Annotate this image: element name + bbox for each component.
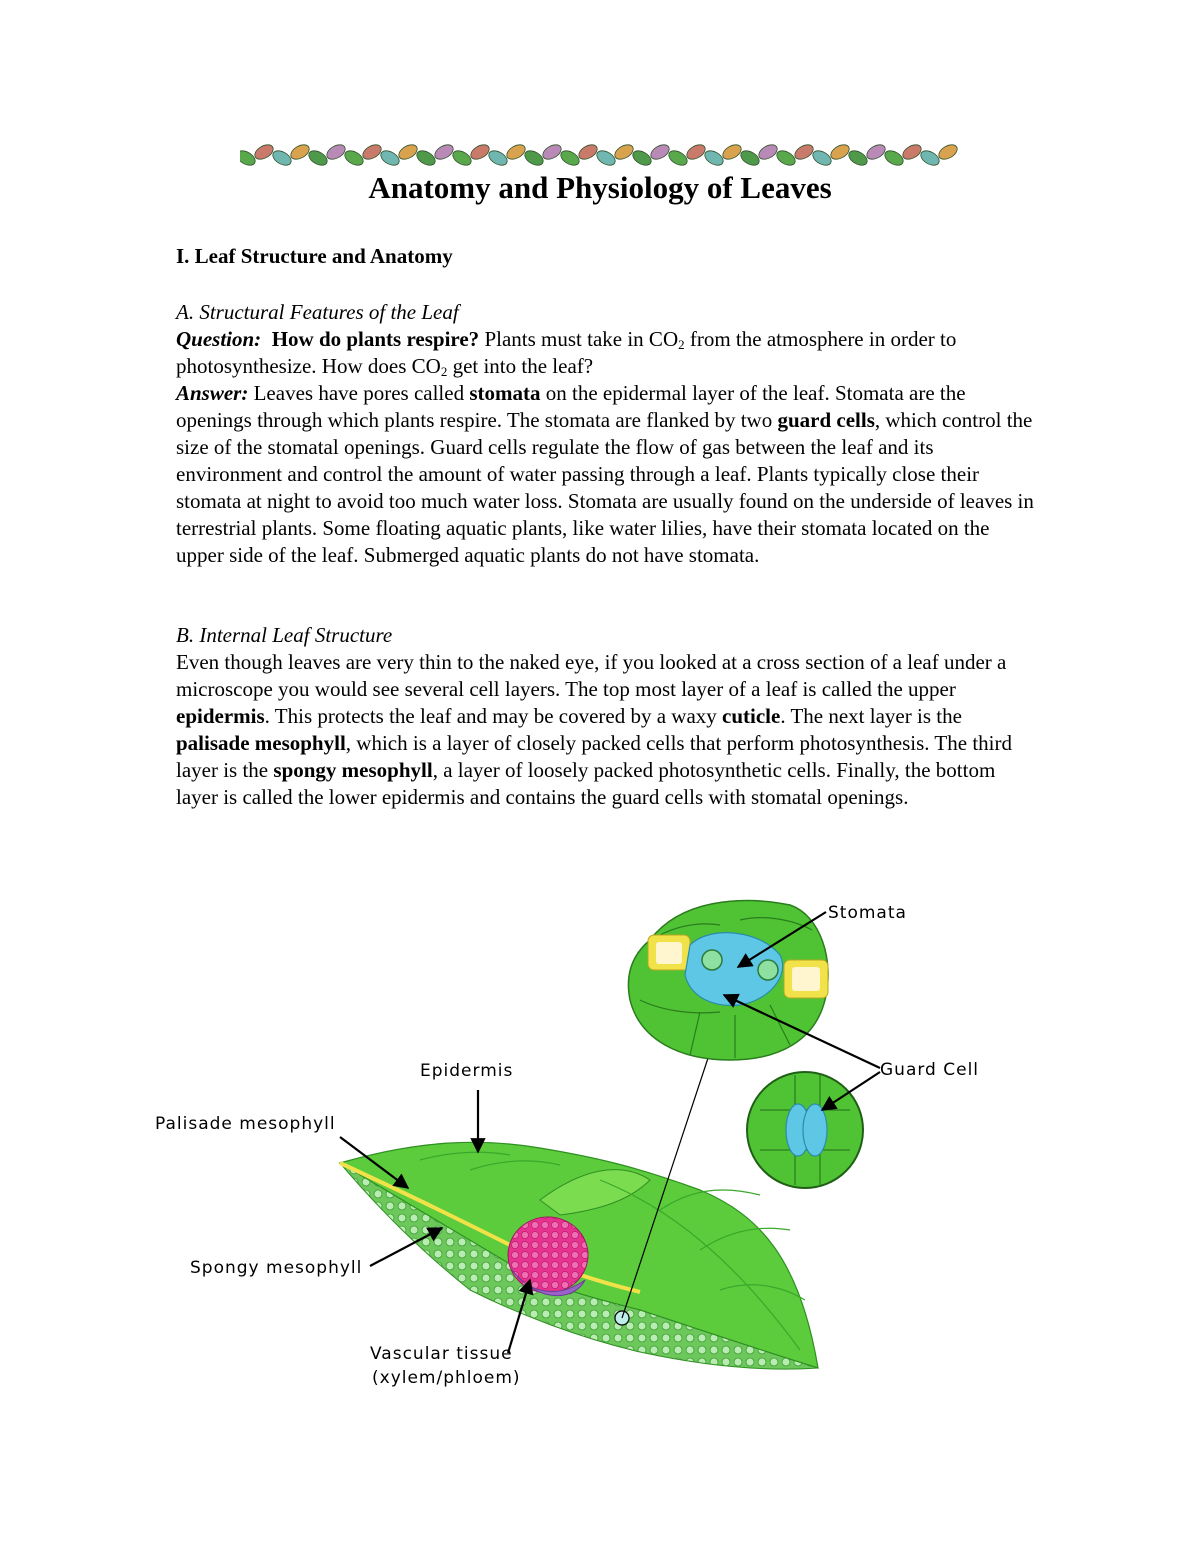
leaf-cross-section-diagram	[0, 880, 1200, 1440]
garland-leaf-icon	[594, 148, 617, 168]
term-cuticle: cuticle	[722, 704, 781, 728]
label-epidermis: Epidermis	[420, 1061, 514, 1081]
internal-text-5: , a layer of loosely packed photosynthetic cells. Finally, the bottom layer is called the lower epidermis and contains the guard cells with stomatal openings.	[176, 758, 996, 809]
garland-leaf-icon	[864, 142, 887, 162]
paragraph-question-answer	[176, 326, 1036, 569]
guard-cell-right	[803, 1104, 827, 1156]
garland-leaf-icon	[342, 148, 365, 168]
answer-label: Answer:	[176, 381, 249, 405]
garland-leaf-icon	[630, 148, 653, 168]
garland-leaf-icon	[792, 142, 815, 162]
garland-leaf-icon	[396, 142, 419, 162]
stoma-pore-right	[758, 960, 778, 980]
internal-text-3: . The next layer is the	[780, 704, 962, 728]
garland-leaf-icon	[414, 148, 437, 168]
garland-leaf-icon	[360, 142, 383, 162]
term-guard-cells: guard cells	[777, 408, 875, 432]
label-palisade-mesophyll: Palisade mesophyll	[155, 1114, 336, 1134]
garland-leaf-icon	[738, 148, 761, 168]
question-label: Question:	[176, 327, 262, 351]
question-text-3: get into the leaf?	[447, 354, 594, 378]
label-vascular-tissue: Vascular tissue	[370, 1344, 513, 1364]
label-spongy-mesophyll: Spongy mesophyll	[190, 1258, 363, 1278]
term-spongy-mesophyll: spongy mesophyll	[273, 758, 433, 782]
label-guard-cell: Guard Cell	[880, 1060, 980, 1080]
term-epidermis: epidermis	[176, 704, 265, 728]
epidermis-yellow-cell-right-inner	[792, 967, 820, 991]
co2-subscript: 2	[440, 364, 448, 379]
garland-leaf-icon	[648, 142, 671, 162]
garland-leaf-icon	[846, 148, 869, 168]
answer-text-1: Leaves have pores called	[248, 381, 470, 405]
garland-leaf-icon	[252, 142, 275, 162]
garland-leaf-icon	[612, 142, 635, 162]
subheading-internal-structure: B. Internal Leaf Structure	[176, 623, 393, 647]
question-text-1: Plants must take in CO	[479, 327, 679, 351]
garland-leaf-icon	[666, 148, 689, 168]
question-bold: How do plants respire?	[271, 327, 480, 351]
garland-leaf-icon	[576, 142, 599, 162]
internal-text-4: , which is a layer of closely packed cells that perform photosynthesis. The third layer is the	[176, 731, 1012, 782]
leaf-garland-decoration	[240, 140, 962, 170]
garland-leaf-icon	[486, 148, 509, 168]
section-heading: I. Leaf Structure and Anatomy	[176, 244, 453, 268]
garland-leaf-icon	[720, 142, 743, 162]
question-text-2: from the atmosphere in order to photosynthesize. How does CO	[176, 327, 957, 378]
stomata-magnified-view	[628, 901, 828, 1060]
garland-leaf-icon	[828, 142, 851, 162]
garland-leaf-icon	[522, 148, 545, 168]
internal-text-1: Even though leaves are very thin to the naked eye, if you looked at a cross section of a leaf under a microscope you would see several cell layers. The top most layer of a leaf is called the upper	[176, 650, 1007, 701]
stoma-pore-left	[702, 950, 722, 970]
internal-text-2: . This protects the leaf and may be covered by a waxy	[264, 704, 723, 728]
garland-leaf-icon	[270, 148, 293, 168]
garland-leaf-icon	[450, 148, 473, 168]
garland-leaf-icon	[900, 142, 923, 162]
garland-leaf-icon	[774, 148, 797, 168]
garland-leaf-icon	[288, 142, 311, 162]
epidermis-yellow-cell-inner	[656, 942, 682, 964]
co2-subscript: 2	[678, 337, 685, 352]
answer-text-2: on the epidermal layer of the leaf. Stomata are the openings through which plants respire. The stomata are flanked by two	[176, 381, 966, 432]
garland-leaf-icon	[882, 148, 905, 168]
garland-leaf-icon	[324, 142, 347, 162]
paragraph-internal-structure	[176, 649, 1036, 811]
garland-leaf-icon	[468, 142, 491, 162]
garland-leaf-icon	[432, 142, 455, 162]
garland-leaf-icon	[918, 148, 941, 168]
garland-leaf-icon	[504, 142, 527, 162]
label-xylem-phloem: (xylem/phloem)	[372, 1368, 521, 1388]
garland-leaf-icon	[684, 142, 707, 162]
term-palisade-mesophyll: palisade mesophyll	[176, 731, 346, 755]
garland-leaf-icon	[558, 148, 581, 168]
garland-leaf-icon	[936, 142, 959, 162]
garland-leaf-icon	[240, 148, 258, 168]
document-title: Anatomy and Physiology of Leaves	[368, 170, 832, 205]
term-stomata: stomata	[469, 381, 541, 405]
answer-text-3: , which control the size of the stomatal openings. Guard cells regulate the flow of gas between the leaf and its environment and control the amount of water passing through a leaf. Plants typically close their stomata at night to avoid too much water loss. Stomata are usually found on the underside of leaves in terrestrial plants. Some floating aquatic plants, like water lilies, have their stomata located on the upper side of the leaf. Submerged aquatic plants do not have stomata.	[176, 408, 1034, 567]
garland-leaf-icon	[540, 142, 563, 162]
guard-cell-inset	[747, 1072, 863, 1188]
label-stomata: Stomata	[828, 903, 907, 923]
garland-leaf-icon	[702, 148, 725, 168]
subheading-structural-features: A. Structural Features of the Leaf	[176, 300, 459, 324]
garland-leaf-icon	[810, 148, 833, 168]
garland-leaf-icon	[306, 148, 329, 168]
xylem	[508, 1217, 588, 1293]
garland-leaf-icon	[378, 148, 401, 168]
garland-leaf-icon	[756, 142, 779, 162]
leaf-blade	[340, 1040, 818, 1369]
